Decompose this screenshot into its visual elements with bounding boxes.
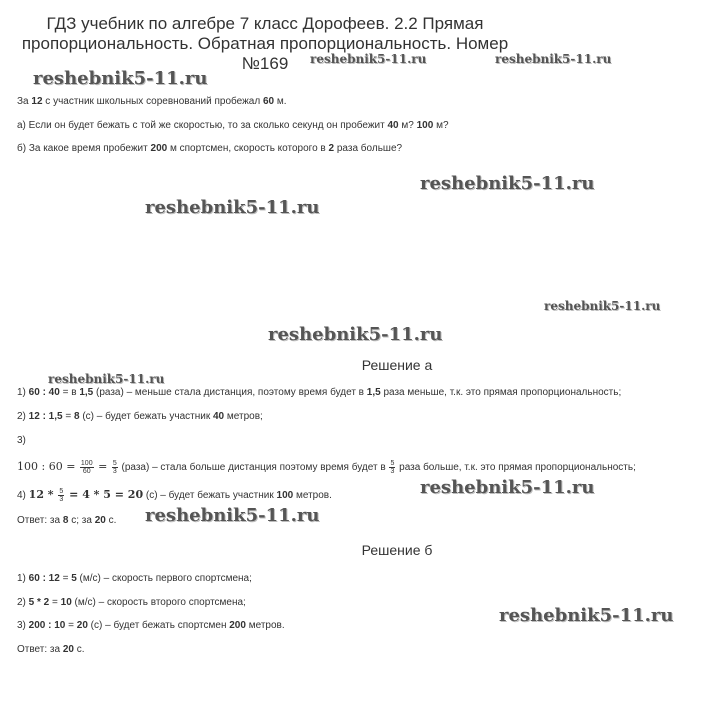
solution-b-heading: Решение б bbox=[361, 542, 433, 558]
problem-question-a: а) Если он будет бежать с той же скоростью, то за сколько секунд он пробежит 40 м? 100 м? bbox=[17, 120, 449, 131]
watermark: reshebnik5-11.ru bbox=[145, 505, 320, 526]
solution-b-step-2: 2) 5 * 2 = 10 (м/с) – скорость второго спортсмена; bbox=[17, 597, 246, 608]
problem-intro: За 12 с участник школьных соревнований пробежал 60 м. bbox=[17, 96, 287, 107]
watermark: reshebnik5-11.ru bbox=[310, 52, 427, 66]
watermark: reshebnik5-11.ru bbox=[420, 477, 595, 498]
solution-a-heading: Решение а bbox=[361, 357, 433, 373]
solution-a-answer: Ответ: за 8 с; за 20 с. bbox=[17, 515, 117, 526]
page-title bbox=[0, 14, 530, 74]
solution-b-step-1: 1) 60 : 12 = 5 (м/с) – скорость первого спортсмена; bbox=[17, 573, 252, 584]
title-line-3: №169 bbox=[241, 54, 289, 73]
title-line-1: ГДЗ учебник по алгебре 7 класс Дорофеев. 2.2 Прямая bbox=[46, 14, 484, 33]
solution-b-step-3: 3) 200 : 10 = 20 (с) – будет бежать спортсмен 200 метров. bbox=[17, 620, 285, 631]
title-line-2: пропорциональность. Обратная пропорциональность. Номер bbox=[21, 34, 509, 53]
solution-b-answer: Ответ: за 20 с. bbox=[17, 644, 85, 655]
fraction: $\frac{5}{3}$ bbox=[112, 460, 117, 475]
solution-a-step-3: 100 : 60 = $\frac{100}{60}$ = $\frac{5}{3}$ (раза) – стала больше дистанция поэтому время будет в $\frac{5}{3}$ раза больше, т.к. это прямая пропорциональность; bbox=[17, 460, 636, 475]
watermark: reshebnik5-11.ru bbox=[33, 68, 208, 89]
solution-a-step-2: 2) 12 : 1,5 = 8 (с) – будет бежать участник 40 метров; bbox=[17, 411, 263, 422]
problem-question-b: б) За какое время пробежит 200 м спортсмен, скорость которого в 2 раза больше? bbox=[17, 143, 403, 154]
watermark: reshebnik5-11.ru bbox=[48, 372, 165, 386]
fraction: $\frac{100}{60}$ bbox=[80, 460, 93, 475]
watermark: reshebnik5-11.ru bbox=[499, 605, 674, 626]
watermark: reshebnik5-11.ru bbox=[145, 197, 320, 218]
fraction: $\frac{5}{3}$ bbox=[390, 460, 395, 475]
solution-a-step-4: 4) 12 * $\frac{5}{3}$ = 4 * 5 = 20 (с) – будет бежать участник 100 метров. bbox=[17, 488, 332, 503]
solution-a-step-3-label: 3) bbox=[17, 435, 26, 446]
fraction: $\frac{5}{3}$ bbox=[59, 488, 64, 503]
watermark: reshebnik5-11.ru bbox=[495, 52, 612, 66]
watermark: reshebnik5-11.ru bbox=[420, 173, 595, 194]
watermark: reshebnik5-11.ru bbox=[268, 324, 443, 345]
watermark: reshebnik5-11.ru bbox=[544, 299, 661, 313]
solution-a-step-1: 1) 60 : 40 = в 1,5 (раза) – меньше стала дистанция, поэтому время будет в 1,5 раза меньше, т.к. это прямая пропорциональность; bbox=[17, 387, 622, 398]
